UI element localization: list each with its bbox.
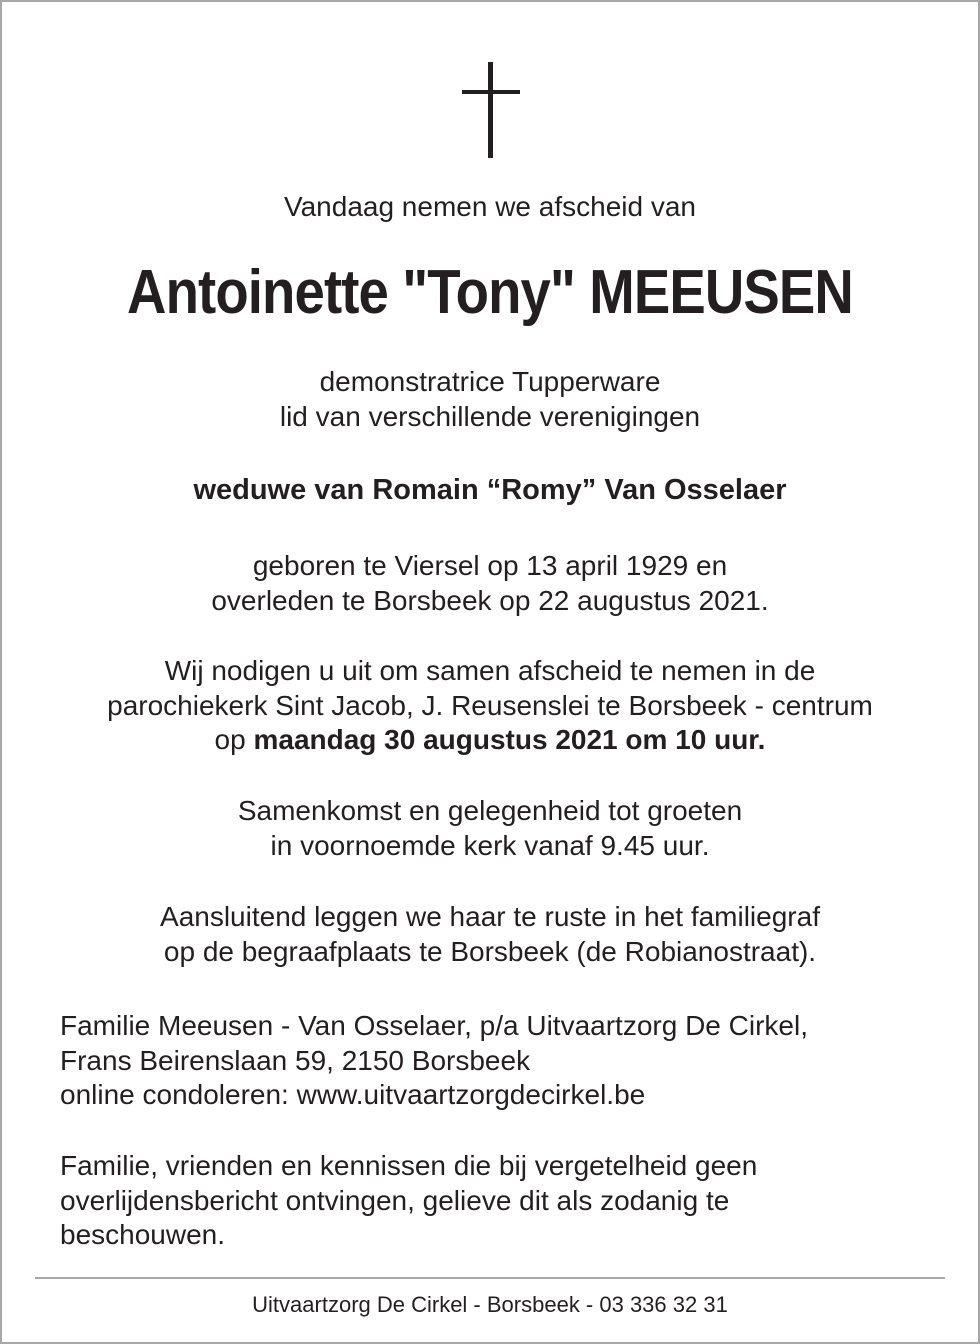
family-address-block: [60, 1009, 940, 1113]
widow-of: weduwe van Romain “Romy” Van Osselaer: [193, 474, 787, 506]
notice-line: beschouwen.: [60, 1219, 226, 1250]
condolence-line: online condoleren: www.uitvaartzorgdecirkel.be: [60, 1079, 646, 1110]
gathering-block: [0, 794, 980, 863]
footer-divider: [35, 1277, 945, 1279]
profession-block: [0, 365, 980, 434]
deceased-name: Antoinette "Tony" MEEUSEN: [127, 258, 853, 327]
burial-line: Aansluitend leggen we haar te ruste in het familiegraf: [160, 901, 820, 932]
birth-death-block: [0, 549, 980, 618]
burial-block: [0, 900, 980, 969]
notice-line: Familie, vrienden en kennissen die bij vergetelheid geen: [60, 1150, 758, 1181]
intro-text: Vandaag nemen we afscheid van: [284, 191, 696, 222]
footer-text: Uitvaartzorg De Cirkel - Borsbeek - 03 336 32 31: [252, 1292, 728, 1317]
invitation-line: Wij nodigen u uit om samen afscheid te nemen in de: [164, 655, 816, 686]
invitation-line: parochiekerk Sint Jacob, J. Reusenslei te Borsbeek - centrum: [107, 689, 873, 721]
invitation-datetime: [0, 723, 980, 758]
burial-line: op de begraafplaats te Borsbeek (de Robianostraat).: [163, 935, 817, 967]
notice-block: [60, 1149, 940, 1253]
cross-icon: [461, 62, 521, 158]
invitation-block: [0, 654, 980, 758]
death-line: overleden te Borsbeek op 22 augustus 2021.: [211, 584, 769, 616]
family-line: Familie Meeusen - Van Osselaer, p/a Uitvaartzorg De Cirkel,: [60, 1010, 808, 1041]
gathering-line: Samenkomst en gelegenheid tot groeten: [237, 795, 743, 826]
profession-line: demonstratrice Tupperware: [319, 366, 661, 397]
gathering-line: in voornoemde kerk vanaf 9.45 uur.: [270, 829, 710, 861]
profession-line: lid van verschillende verenigingen: [279, 400, 701, 432]
notice-line: overlijdensbericht ontvingen, gelieve dit als zodanig te: [60, 1184, 730, 1216]
address-line: Frans Beirenslaan 59, 2150 Borsbeek: [60, 1044, 531, 1076]
funeral-datetime: maandag 30 augustus 2021 om 10 uur.: [253, 724, 766, 755]
invitation-prefix: op: [214, 724, 254, 755]
birth-line: geboren te Viersel op 13 april 1929 en: [252, 550, 728, 581]
